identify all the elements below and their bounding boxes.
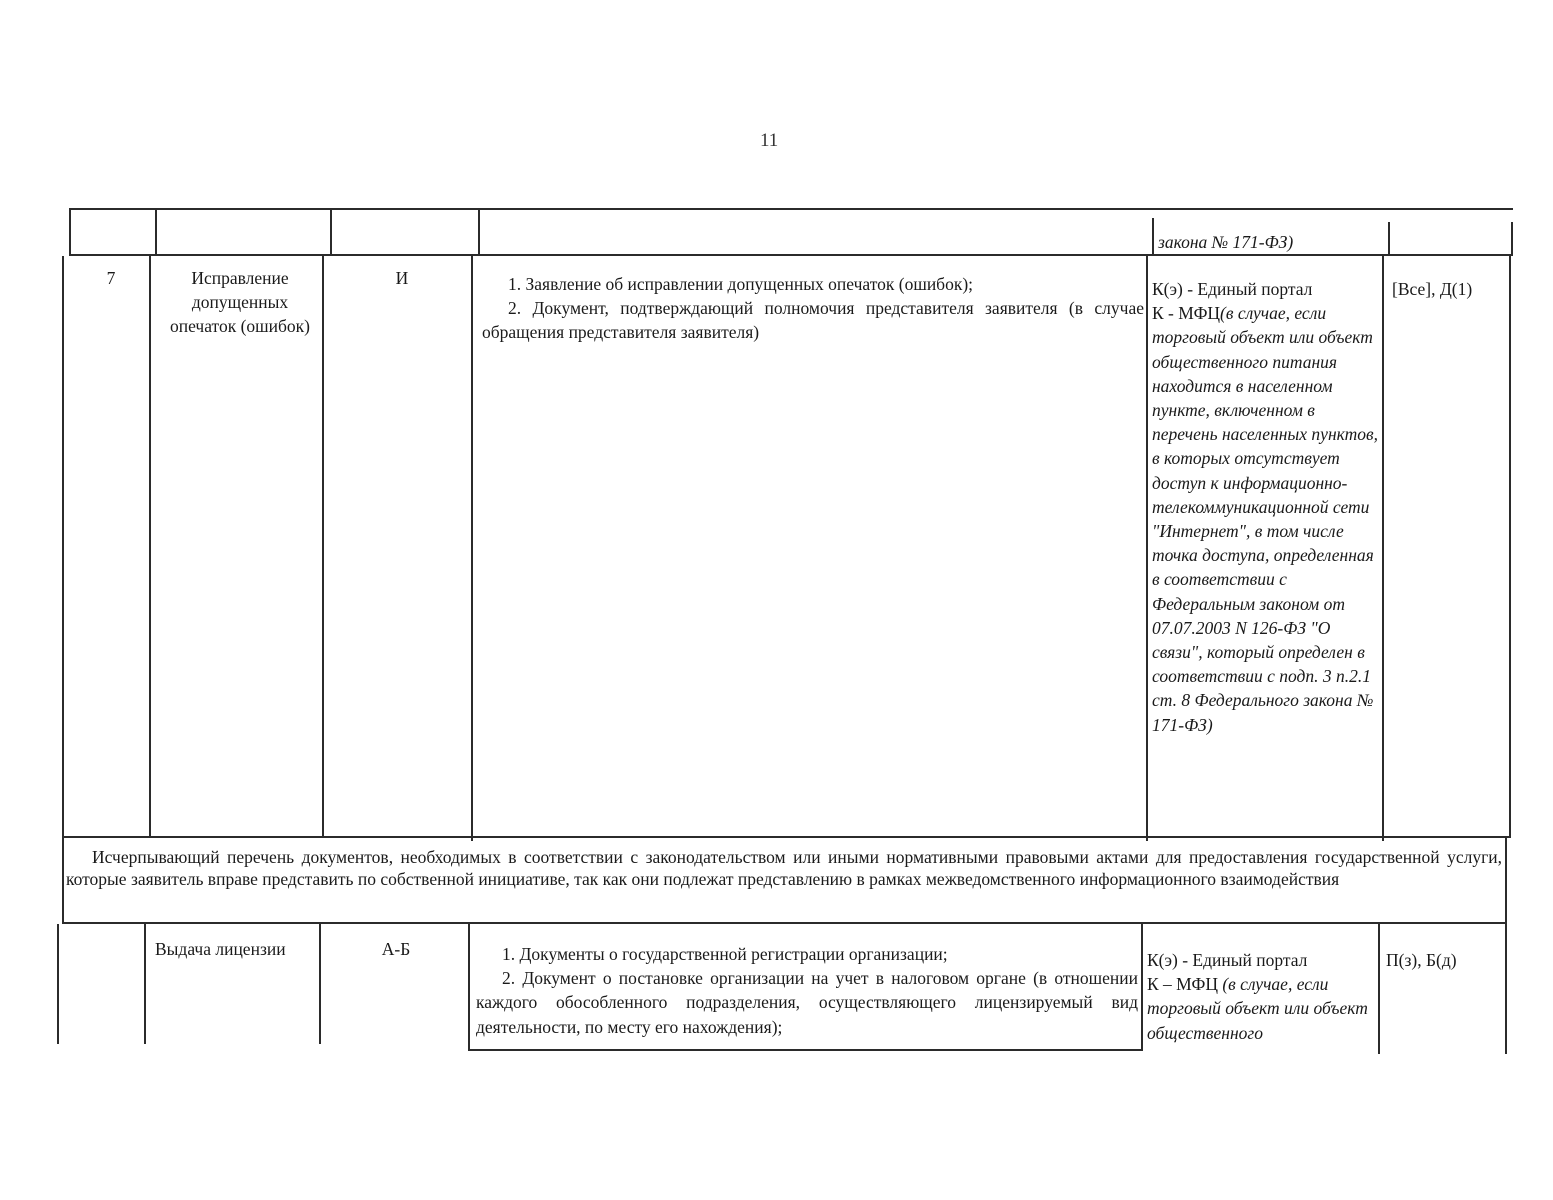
license-code: А-Б [381,939,411,959]
row7-document-item: 2. Документ, подтверждающий полномочия представителя заявителя (в случае обращения представителя заявителя) [482,298,1144,343]
section-header-text: Исчерпывающий перечень документов, необходимых в соответствии с законодательством или иными нормативными правовыми актами для предоставления государственной услуги, которые заявитель вправе представить по собственной инициативе, так как они подлежат представлению в рамках межведомственного информационного взаимодействия [66,847,1502,889]
row7-channels [1152,277,1380,737]
license-document-item: 1. Документы о государственной регистрации организации; [502,944,948,964]
license-channel-mfc-note: (в случае, если торговый объект или объект общественного [1147,974,1368,1043]
row7-channel-portal: К(э) - Единый портал [1152,279,1313,299]
row7-number: 7 [106,268,116,288]
page-number: 11 [760,130,779,151]
license-channels [1147,948,1375,1044]
license-result: П(з), Б(д) [1386,950,1457,970]
section-header [66,846,1502,890]
row7-service-name: Исправление допущенных опечаток (ошибок) [169,268,310,337]
row7-code: И [395,268,409,288]
license-channel-mfc [1147,972,1375,1044]
license-service-name: Выдача лицензии [155,939,286,959]
row7-result: [Все], Д(1) [1392,279,1473,299]
row7-channel-mfc-note: (в случае, если торговый объект или объект общественного питания находится в населенном пункте, включенном в перечень населенных пунктов, в которых отсутствует доступ к информационно-телекоммуникационной сети "Интернет", в том числе точка доступа, определенная в соответствии с Федеральным законом от 07.07.2003 N 126-ФЗ "О связи", который определен в соответствии с подп. 3 п.2.1 ст. 8 Федерального закона № 171-ФЗ) [1152,303,1378,735]
row7-documents [482,272,1144,345]
license-documents [476,942,1138,1039]
continued-channel-cell: закона № 171-ФЗ) [1158,232,1294,252]
license-channel-portal: К(э) - Единый портал [1147,950,1308,970]
row7-channel-mfc [1152,301,1380,737]
row7-channel-mfc-prefix: К - МФЦ [1152,303,1221,324]
license-document-item: 2. Документ о постановке организации на учет в налоговом органе (в отношении каждого обособленного подразделения, осуществляющего лицензируемый вид деятельности, по месту его нахождения); [476,968,1138,1037]
row7-document-item: 1. Заявление об исправлении допущенных опечаток (ошибок); [508,274,974,294]
license-channel-mfc-prefix: К – МФЦ [1147,974,1218,995]
